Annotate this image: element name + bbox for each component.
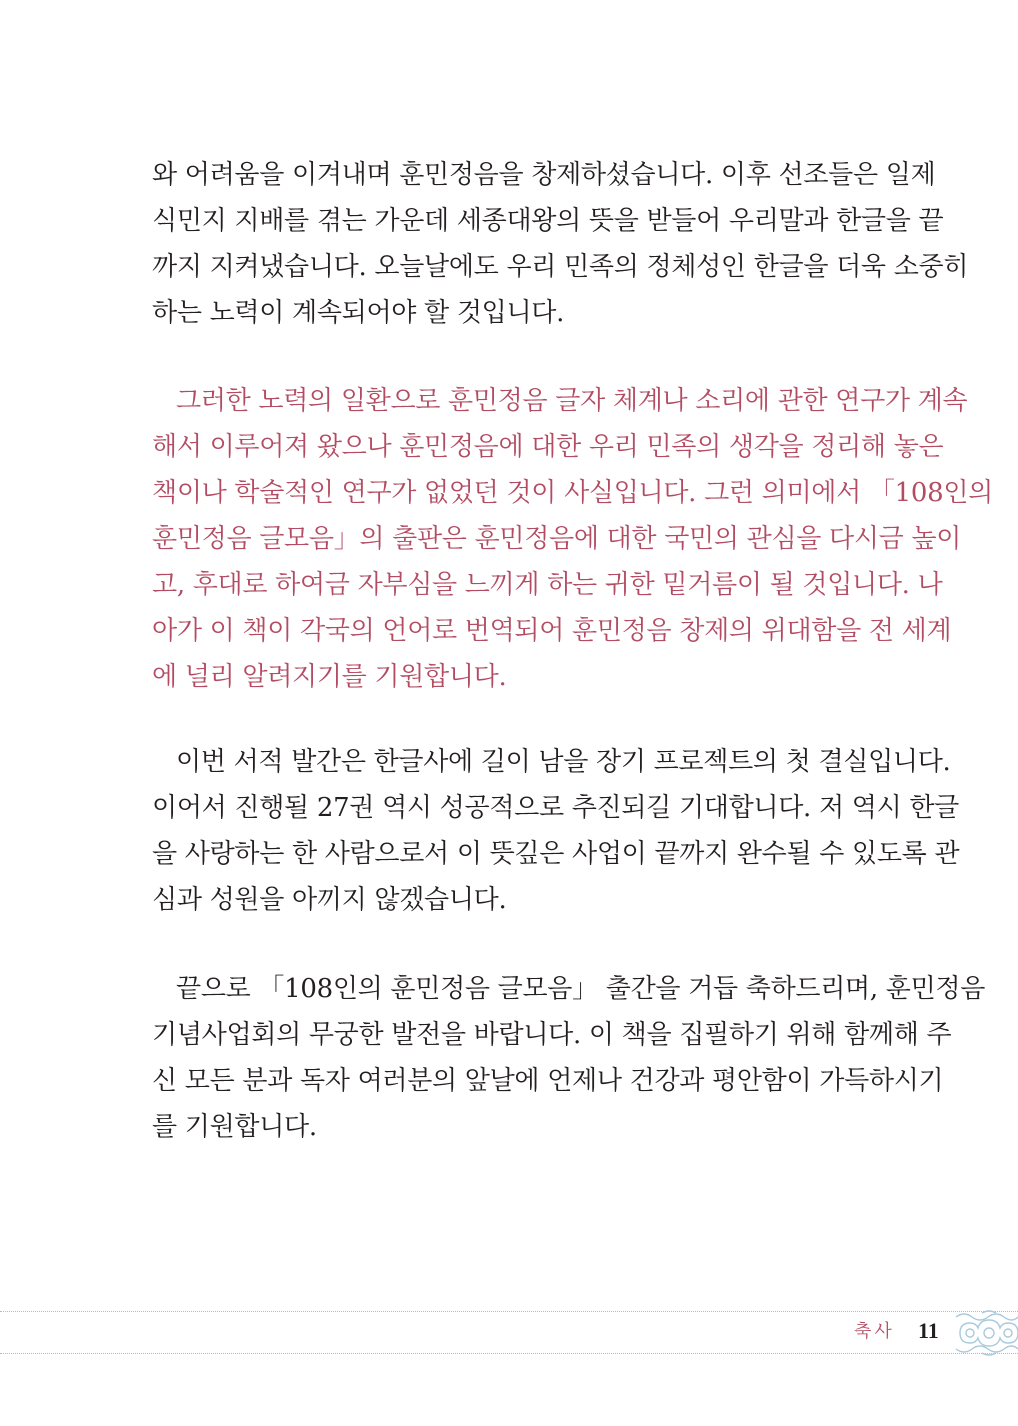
paragraph-3	[152, 739, 960, 923]
text-line: 신 모든 분과 독자 여러분의 앞날에 언제나 건강과 평안함이 가득하시기	[152, 1066, 944, 1096]
text-line: 해서 이루어져 왔으나 훈민정음에 대한 우리 민족의 생각을 정리해 놓은	[152, 432, 944, 462]
text-line: 훈민정음 글모음」의 출판은 훈민정음에 대한 국민의 관심을 다시금 높이	[152, 524, 962, 554]
footer-divider-top	[0, 1311, 1018, 1312]
text-line: 을 사랑하는 한 사람으로서 이 뜻깊은 사업이 끝까지 완수될 수 있도록 관	[152, 839, 960, 869]
text-line: 까지 지켜냈습니다. 오늘날에도 우리 민족의 정체성인 한글을 더욱 소중히	[152, 252, 969, 282]
paragraph-1	[152, 152, 969, 336]
text-line: 이어서 진행될 27권 역시 성공적으로 추진되길 기대합니다. 저 역시 한글	[152, 793, 959, 823]
footer-divider-bottom	[0, 1353, 1018, 1354]
text-line: 책이나 학술적인 연구가 없었던 것이 사실입니다. 그런 의미에서 「108인의	[152, 478, 993, 508]
paragraph-4	[152, 966, 986, 1150]
cloud-pattern-icon	[952, 1307, 1018, 1359]
text-line: 고, 후대로 하여금 자부심을 느끼게 하는 귀한 밑거름이 될 것입니다. 나	[152, 570, 943, 600]
text-line: 아가 이 책이 각국의 언어로 번역되어 훈민정음 창제의 위대함을 전 세계	[152, 616, 952, 646]
text-line: 식민지 지배를 겪는 가운데 세종대왕의 뜻을 받들어 우리말과 한글을 끝	[152, 206, 944, 236]
text-line: 를 기원합니다.	[152, 1112, 317, 1142]
section-label: 축사	[854, 1321, 895, 1342]
text-line: 기념사업회의 무궁한 발전을 바랍니다. 이 책을 집필하기 위해 함께해 주	[152, 1020, 952, 1050]
text-line: 하는 노력이 계속되어야 할 것입니다.	[152, 298, 565, 328]
text-line: 심과 성원을 아끼지 않겠습니다.	[152, 885, 507, 915]
text-line: 와 어려움을 이겨내며 훈민정음을 창제하셨습니다. 이후 선조들은 일제	[152, 160, 936, 190]
page-number: 11	[918, 1318, 939, 1343]
text-line: 에 널리 알려지기를 기원합니다.	[152, 662, 507, 692]
text-line: 이번 서적 발간은 한글사에 길이 남을 장기 프로젝트의 첫 결실입니다.	[176, 747, 951, 777]
text-line: 끝으로 「108인의 훈민정음 글모음」 출간을 거듭 축하드리며, 훈민정음	[176, 974, 986, 1004]
text-line: 그러한 노력의 일환으로 훈민정음 글자 체계나 소리에 관한 연구가 계속	[176, 386, 968, 416]
paragraph-2	[152, 378, 993, 700]
